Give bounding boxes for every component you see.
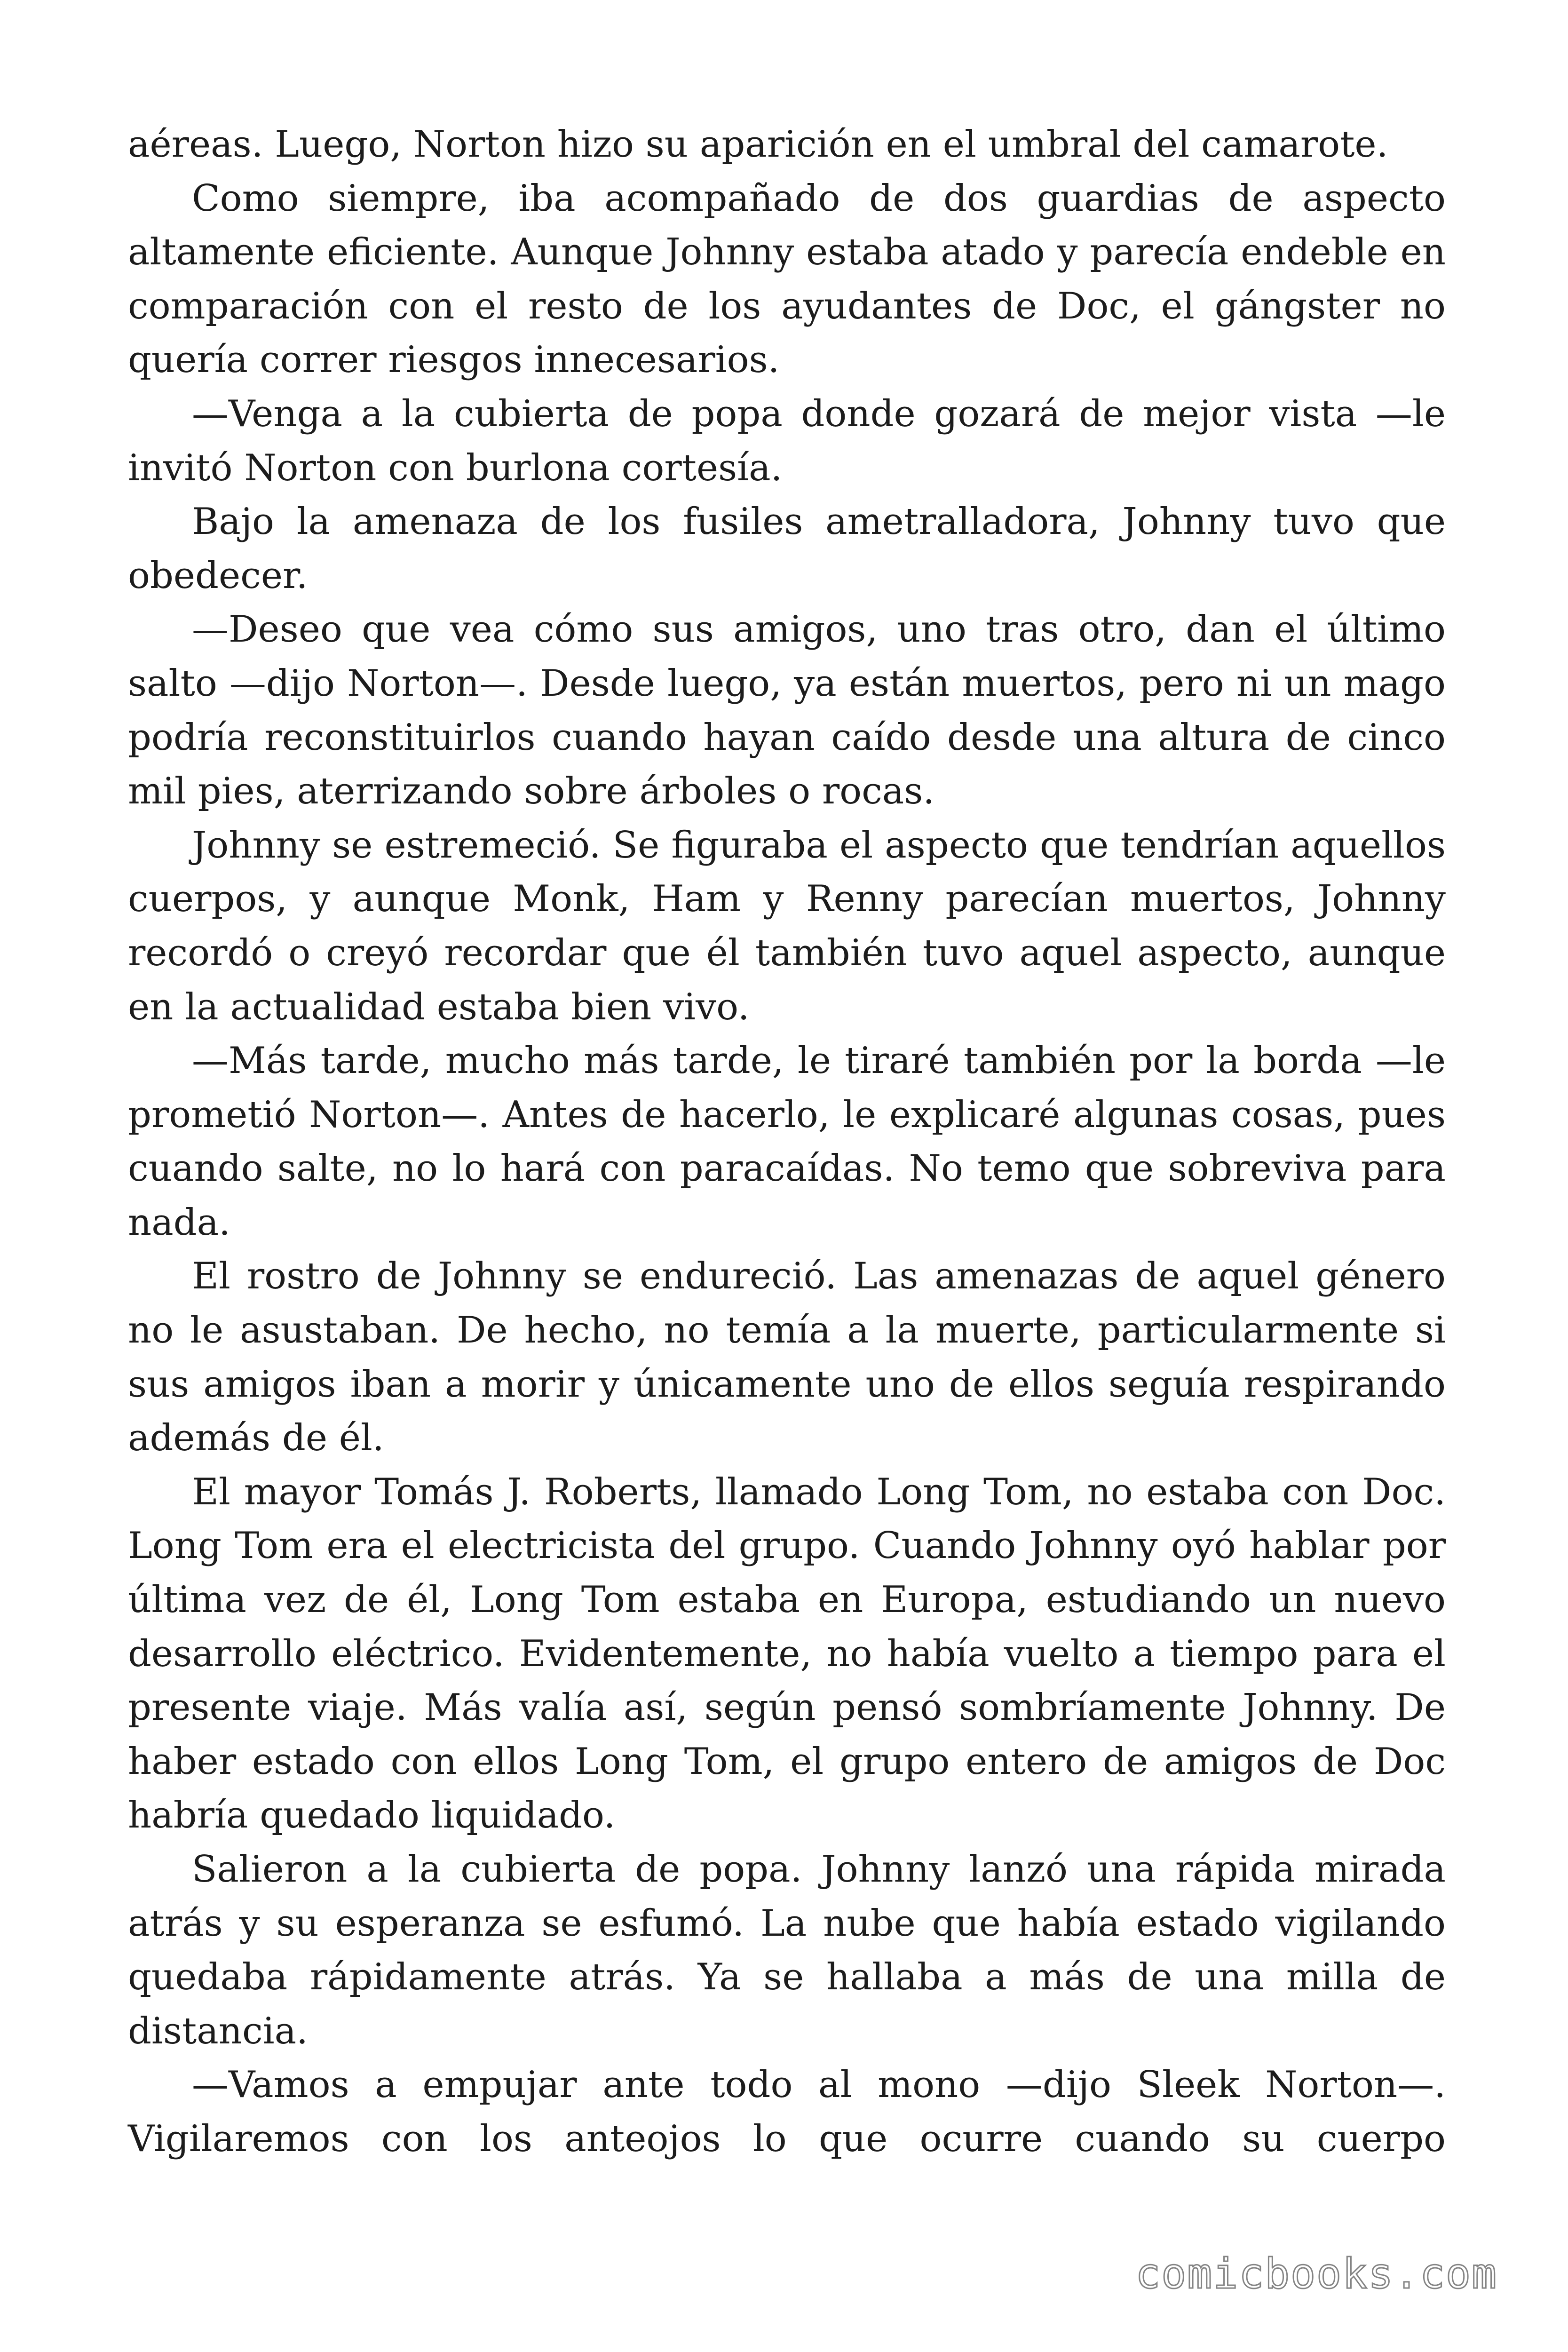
paragraph: El rostro de Johnny se endureció. Las amenazas de aquel género no le asustaban. De hecho, no temía a la muerte, particularmente si sus amigos iban a morir y únicamente uno de ellos seguía respirando además de él. <box>128 1255 1446 1460</box>
paragraph: Bajo la amenaza de los fusiles ametralladora, Johnny tuvo que obedecer. <box>128 501 1446 597</box>
paragraph: —Deseo que vea cómo sus amigos, uno tras otro, dan el último salto —dijo Norton—. Desde luego, ya están muertos, pero ni un mago podría reconstituirlos cuando hayan caído desde una altura de cinco mil pies, aterrizando sobre árboles o rocas. <box>128 608 1446 813</box>
paragraph: El mayor Tomás J. Roberts, llamado Long Tom, no estaba con Doc. Long Tom era el electricista del grupo. Cuando Johnny oyó hablar por última vez de él, Long Tom estaba en Europa, estudiando un nuevo desarrollo eléctrico. Evidentemente, no había vuelto a tiempo para el presente viaje. Más valía así, según pensó sombríamente Johnny. De haber estado con ellos Long Tom, el grupo entero de amigos de Doc habría quedado liquidado. <box>128 1470 1446 1837</box>
paragraph: Salieron a la cubierta de popa. Johnny lanzó una rápida mirada atrás y su esperanza se esfumó. La nube que había estado vigilando quedaba rápidamente atrás. Ya se hallaba a más de una milla de distancia. <box>128 1848 1446 2052</box>
page-body <box>128 118 1446 2166</box>
paragraph: Johnny se estremeció. Se figuraba el aspecto que tendrían aquellos cuerpos, y aunque Monk, Ham y Renny parecían muertos, Johnny recordó o creyó recordar que él también tuvo aquel aspecto, aunque en la actualidad estaba bien vivo. <box>128 824 1446 1028</box>
watermark: comicbooks.com <box>1135 2249 1497 2298</box>
paragraph: —Vamos a empujar ante todo al mono —dijo Sleek Norton—. Vigilaremos con los anteojos lo que ocurre cuando su cuerpo <box>128 2064 1446 2160</box>
paragraph: —Más tarde, mucho más tarde, le tiraré también por la borda —le prometió Norton—. Antes de hacerlo, le explicaré algunas cosas, pues cuando salte, no lo hará con paracaídas. No temo que sobreviva para nada. <box>128 1040 1446 1244</box>
paragraph: Como siempre, iba acompañado de dos guardias de aspecto altamente eficiente. Aunque Johnny estaba atado y parecía endeble en comparación con el resto de los ayudantes de Doc, el gángster no quería correr riesgos innecesarios. <box>128 177 1446 381</box>
paragraph: aéreas. Luego, Norton hizo su aparición en el umbral del camarote. <box>128 123 1388 166</box>
paragraph: —Venga a la cubierta de popa donde gozará de mejor vista —le invitó Norton con burlona cortesía. <box>128 392 1446 489</box>
